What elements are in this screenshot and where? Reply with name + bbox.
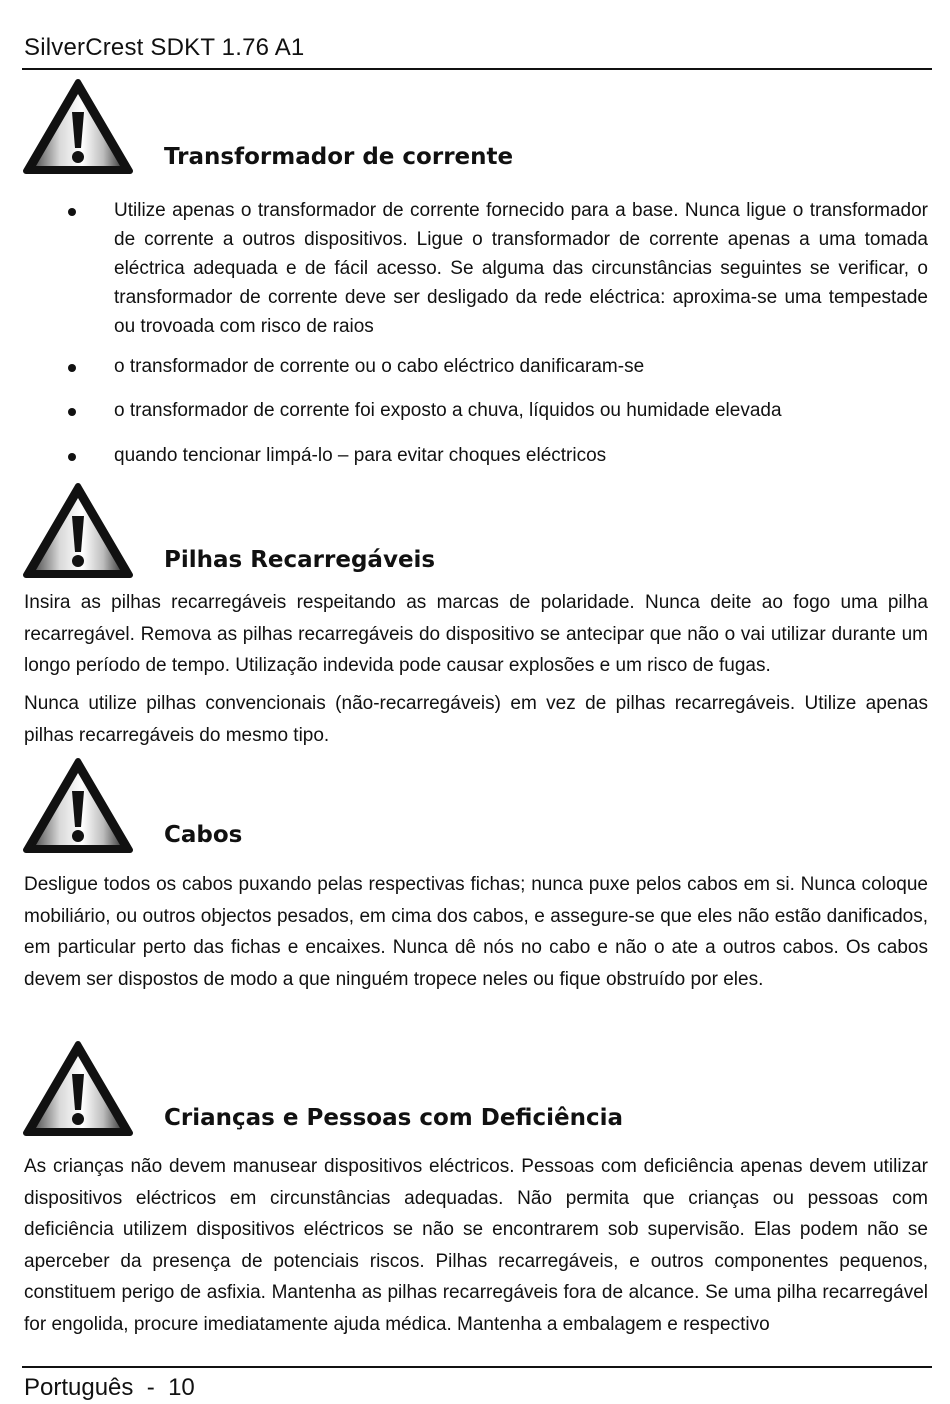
- bullet-icon: [68, 408, 76, 416]
- warning-triangle-icon: [22, 1040, 134, 1138]
- section-heading-power-adapter: Transformador de corrente: [164, 144, 514, 170]
- section-heading-children-disabled: Crianças e Pessoas com Deficiência: [164, 1105, 623, 1131]
- warning-triangle-icon: [22, 482, 134, 580]
- paragraph: Insira as pilhas recarregáveis respeitando as marcas de polaridade. Nunca deite ao fogo uma pilha recarregável. Remova as pilhas recarregáveis do dispositivo se antecipar que não o vai utilizar durante um longo período de tempo. Utilização indevida pode causar explosões e um risco de fugas.: [24, 592, 928, 676]
- footer-rule: [22, 1366, 932, 1368]
- bullet-icon: [68, 208, 76, 216]
- bullet-icon: [68, 364, 76, 372]
- bullet-icon: [68, 453, 76, 461]
- bullet-text: Utilize apenas o transformador de corrente fornecido para a base. Nunca ligue o transformador de corrente a outros dispositivos. Ligue o transformador de corrente apenas a uma tomada eléctrica adequada e de fácil acesso. Se alguma das circunstâncias seguintes se verificar, o transformador de corrente deve ser desligado da rede eléctrica: aproxima-se uma tempestade ou trovoada com risco de raios: [114, 200, 928, 337]
- bullet-text: o transformador de corrente foi exposto a chuva, líquidos ou humidade elevada: [114, 400, 782, 421]
- warning-triangle-icon: [22, 78, 134, 176]
- bullet-text: quando tencionar limpá-lo – para evitar choques eléctricos: [114, 445, 607, 466]
- paragraph: Nunca utilize pilhas convencionais (não-recarregáveis) em vez de pilhas recarregáveis. Utilize apenas pilhas recarregáveis do mesmo tipo.: [24, 693, 928, 746]
- section-heading-rechargeable-batteries: Pilhas Recarregáveis: [164, 547, 436, 573]
- header-rule: [22, 68, 932, 70]
- section-heading-cables: Cabos: [164, 822, 243, 848]
- page-header-title: SilverCrest SDKT 1.76 A1: [24, 34, 305, 61]
- page-footer: Português - 10: [24, 1374, 195, 1401]
- paragraph: As crianças não devem manusear dispositivos eléctricos. Pessoas com deficiência apenas devem utilizar dispositivos eléctricos em circunstâncias adequadas. Não permita que crianças ou pessoas com deficiência utilizem dispositivos eléctricos se não se encontrarem sob supervisão. Elas podem não se aperceber da presença de potenciais riscos. Pilhas recarregáveis, e outros componentes pequenos, constituem perigo de asfixia. Mantenha as pilhas recarregáveis fora de alcance. Se uma pilha recarregável for engolida, procure imediatamente ajuda médica. Mantenha a embalagem e respectivo: [24, 1156, 928, 1335]
- warning-triangle-icon: [22, 757, 134, 855]
- bullet-text: o transformador de corrente ou o cabo eléctrico danificaram-se: [114, 356, 645, 377]
- paragraph: Desligue todos os cabos puxando pelas respectivas fichas; nunca puxe pelos cabos em si. Nunca coloque mobiliário, ou outros objectos pesados, em cima dos cabos, e assegure-se que eles não estão danificados, em particular perto das fichas e encaixes. Nunca dê nós no cabo e não o ate a outros cabos. Os cabos devem ser dispostos de modo a que ninguém tropece neles ou fique obstruído por eles.: [24, 874, 928, 990]
